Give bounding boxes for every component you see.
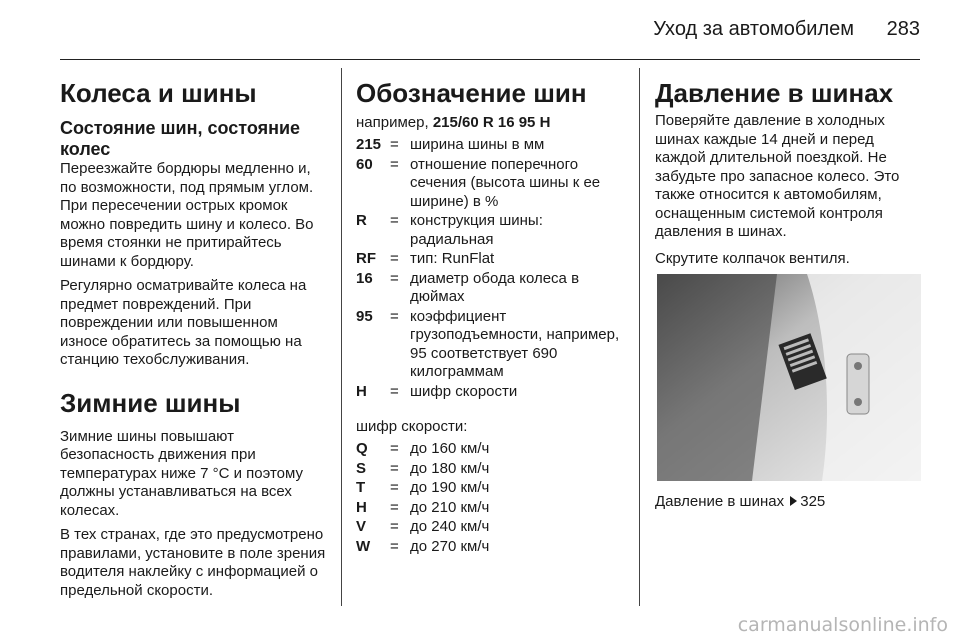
paragraph-winter-safety: Зимние шины повышают безопасность движения при температурах ниже 7 °C и поэтому должны устанавливаться на всех колесах. [60,427,303,519]
speed-code-row [356,518,622,538]
section-title-designation: Обозначение шин [356,78,587,108]
figure-caption [655,493,923,511]
subsection-title-condition: Состояние шин, состояние колес [60,118,301,159]
example-prefix: например, [356,114,433,131]
designation-equals-sign: = [390,212,399,229]
designation-table [356,136,622,402]
designation-equals-sign: = [390,307,399,325]
paragraph-valve-cap: Скрутите колпачок вентиля. [655,249,850,267]
speed-code-key: S [356,459,367,477]
speed-code-value: до 270 км/ч [410,537,490,555]
speed-code-equals-sign: = [390,518,399,535]
page-reference-icon [790,496,797,506]
designation-row [356,250,622,270]
designation-value: шифр скорости [410,382,518,400]
designation-row [356,308,622,383]
column-tire-pressure [655,68,923,511]
designation-example [356,114,622,132]
designation-key: H [356,382,367,400]
designation-row [356,156,622,213]
speed-code-key: T [356,479,366,496]
speed-code-equals-sign: = [390,537,399,555]
designation-row [356,383,622,403]
speed-code-row [356,460,622,480]
speed-code-value: до 180 км/ч [410,459,490,477]
speed-code-value: до 160 км/ч [410,440,490,457]
speed-code-row [356,479,622,499]
designation-key: R [356,212,367,229]
section-title-wheels: Колеса и шины [60,78,257,108]
designation-key: 95 [356,307,373,325]
designation-row [356,212,622,250]
designation-equals-sign: = [390,382,399,400]
designation-value: конструкция шины: радиальная [410,212,543,248]
example-code: 215/60 R 16 95 H [432,114,551,131]
speed-code-label: шифр скорости: [356,418,468,435]
caption-text: Давление в шинах [655,493,785,510]
paragraph-speed-sticker: В тех странах, где это предусмотрено правилами, установите в поле зрения водителя наклейку с информацией о предельной скорости. [60,526,326,599]
column-wheels-tires [60,68,326,606]
designation-equals-sign: = [390,250,399,267]
speed-code-row [356,538,622,558]
speed-code-table [356,440,622,557]
designation-equals-sign: = [390,269,399,287]
watermark: carmanualsonline.info [737,614,948,636]
speed-code-key: Q [356,440,368,457]
paragraph-inspection: Регулярно осматривайте колеса на предмет повреждений. При повреждении или повышенном износе обратитесь за помощью на станцию техобслуживания. [60,277,307,368]
speed-code-equals-sign: = [390,440,399,457]
speed-code-equals-sign: = [390,459,399,477]
speed-code-key: V [356,518,367,535]
column-tire-designation [356,68,622,557]
speed-code-value: до 190 км/ч [410,479,490,496]
designation-row [356,270,622,308]
speed-code-key: W [356,537,371,555]
page-number: 283 [886,18,920,40]
speed-code-key: H [356,498,367,516]
door-pillar-illustration [657,274,921,481]
designation-value: тип: RunFlat [410,250,495,267]
speed-code-equals-sign: = [390,479,399,496]
designation-key: 215 [356,136,382,153]
speed-code-row [356,499,622,519]
designation-equals-sign: = [390,136,399,153]
column-divider-2 [639,68,640,606]
section-title-pressure: Давление в шинах [655,78,894,108]
designation-key: RF [356,250,376,267]
speed-code-row [356,440,622,460]
designation-value: ширина шины в мм [410,136,545,153]
speed-code-value: до 210 км/ч [410,498,490,516]
designation-value: коэффициент грузоподъемности, например, 95 соответствует 690 килограммам [410,307,620,380]
column-divider-1 [341,68,342,606]
page-header-title: Уход за автомобилем [653,18,854,40]
header-divider [60,59,920,60]
designation-row [356,136,622,156]
paragraph-curbs: Переезжайте бордюры медленно и, по возможности, под прямым углом. При пересечении острых кромок можно повредить шину и колесо. Во время стоянки не притирайтесь шинами к бордюру. [60,160,314,270]
designation-key: 60 [356,155,373,173]
paragraph-pressure-check: Поверяйте давление в холодных шинах каждые 14 дней и перед каждой длительной поездкой. Не забудьте про запасное колесо. Это также относится к автомобилям, оснащенным системой контроля давления в шинах. [655,112,900,240]
speed-code-value: до 240 км/ч [410,518,490,535]
speed-code-equals-sign: = [390,498,399,516]
designation-value: диаметр обода колеса в дюймах [410,269,580,305]
designation-key: 16 [356,269,373,287]
designation-equals-sign: = [390,155,399,173]
tire-pressure-label-photo [657,274,921,481]
section-title-winter-tires: Зимние шины [60,387,241,418]
caption-page-reference[interactable]: 325 [800,493,826,510]
designation-value: отношение поперечного сечения (высота шины к ее ширине) в % [410,155,601,210]
